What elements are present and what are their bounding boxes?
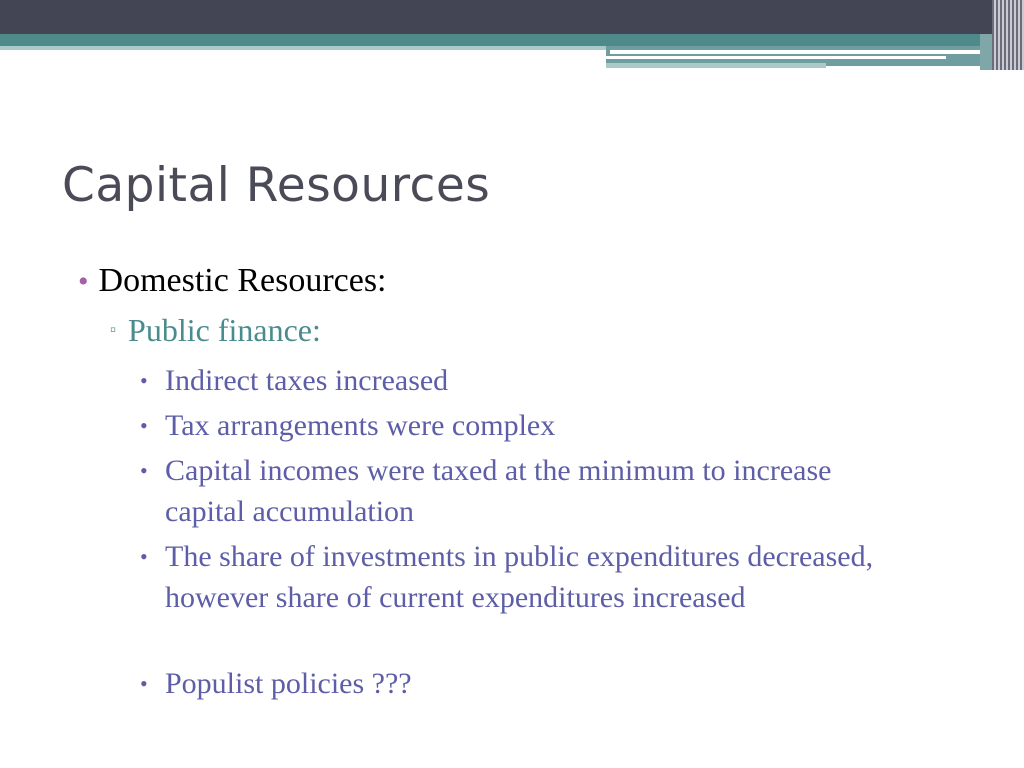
list-item <box>140 360 930 401</box>
header-right-white-line <box>610 50 1000 54</box>
list-item-text: Populist policies ??? <box>165 667 412 700</box>
list-item-text: Indirect taxes increased <box>165 364 449 397</box>
header-dark-band <box>0 0 1024 34</box>
list-item <box>140 450 880 532</box>
bullet-square-icon: ▫ <box>110 320 117 339</box>
list-item <box>140 663 930 704</box>
list-item <box>140 405 930 446</box>
header-teal-band <box>0 34 1024 46</box>
list-item-text: The share of investments in public expenditures decreased, however share of current expenditures increased <box>165 540 874 614</box>
bullet-dot-icon: • <box>140 368 148 393</box>
bullet-dot-icon: • <box>78 265 89 298</box>
list-item-text: Tax arrangements were complex <box>165 409 556 442</box>
bullet-dot-icon: • <box>140 458 148 483</box>
bullet-level1-text: Domestic Resources: <box>98 262 387 299</box>
bullet-level2-text: Public finance: <box>128 312 321 348</box>
header-vertical-stripes <box>992 0 1024 70</box>
bullet-dot-icon: • <box>140 544 148 569</box>
header-right-light-line <box>606 63 826 68</box>
bullet-dot-icon: • <box>140 671 148 696</box>
bullet-level2 <box>110 312 321 349</box>
slide-title: Capital Resources <box>62 158 491 213</box>
list-item <box>140 536 930 618</box>
bullet-level1 <box>78 262 387 300</box>
bullet-dot-icon: • <box>140 413 148 438</box>
header-right-line <box>606 56 946 59</box>
list-item-text: Capital incomes were taxed at the minimum to increase capital accumulation <box>165 454 832 528</box>
header-light-band <box>0 46 610 50</box>
